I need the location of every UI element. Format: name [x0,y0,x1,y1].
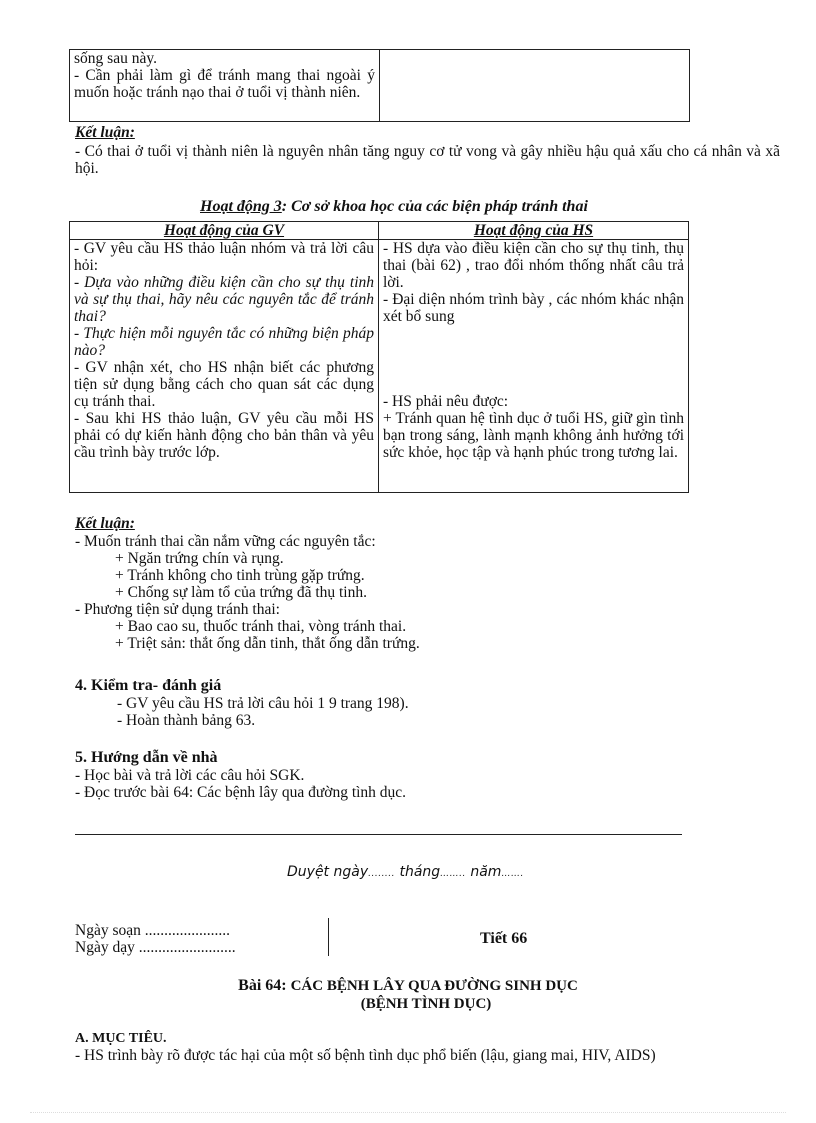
activity-heading [200,198,588,216]
date-soan: Ngày soạn ...................... [75,922,230,939]
gv-question: - Dựa vào những điều kiện cần cho sự thụ tinh và sự thụ thai, hãy nêu các nguyên tắc để tránh thai? [74,274,374,325]
section-line: - Học bài và trả lời các câu hỏi SGK. [75,767,305,784]
section-4 [75,677,775,729]
gv-line: - GV yêu cầu HS thảo luận nhóm và trả lời câu hỏi: [74,240,374,274]
section-title: 4. Kiểm tra- đánh giá [75,677,222,694]
vertical-divider [328,918,329,956]
activity-table [69,221,689,493]
section-line: - GV yêu cầu HS trả lời câu hỏi 1 9 trang 198). [117,695,409,712]
separator-line [75,834,682,835]
header-hs: Hoạt động của HS [379,222,689,240]
top-table-line: sống sau này. [74,50,157,67]
conclusion-line: - Muốn tránh thai cần nắm vững các nguyên tắc: [75,533,376,550]
top-table-line: - Cần phải làm gì để tránh mang thai ngoài ý muốn hoặc tránh nạo thai ở tuổi vị thành niên. [74,67,375,101]
hs-line: + Tránh quan hệ tình dục ở tuổi HS, giữ gìn tình bạn trong sáng, lành mạnh không ảnh hưởng tới sức khỏe, học tập và hạnh phúc trong tương lai. [383,410,684,461]
approval-word: năm [470,864,502,880]
section-title: 5. Hướng dẫn về nhà [75,749,218,766]
gv-line: - GV nhận xét, cho HS nhận biết các phương tiện sử dụng bằng cách cho quan sát các dụng cụ tránh thai. [74,359,374,410]
lesson-title [0,977,816,1013]
conclusion-line: + Tránh không cho tinh trùng gặp trứng. [115,567,365,584]
conclusion-line: - Phương tiện sử dụng tránh thai: [75,601,280,618]
approval-dots: ……. [501,869,524,879]
conclusion-line: + Triệt sản: thắt ống dẫn tinh, thắt ống dẫn trứng. [115,635,420,652]
conclusion-line: + Chống sự làm tổ của trứng đã thụ tinh. [115,584,367,601]
hs-line: - HS dựa vào điều kiện cần cho sự thụ tinh, thụ thai (bài 62) , trao đổi nhóm thống nhất câu trả lời. [383,240,684,291]
period-label: Tiết 66 [480,930,528,947]
approval-dots: …….. [440,869,466,879]
lesson-title-text: CÁC BỆNH LÂY QUA ĐƯỜNG SINH DỤC [290,978,578,994]
header-gv: Hoạt động của GV [70,222,379,240]
objective-line: - HS trình bày rõ được tác hại của một số bệnh tình dục phổ biến (lậu, giang mai, HIV, AIDS) [75,1047,656,1064]
approval-word: Duyệt ngày [287,864,369,880]
date-day: Ngày dạy ......................... [75,939,236,956]
hs-line: - HS phải nêu được: [383,393,509,410]
conclusion-block [75,515,775,652]
page-bottom-rule [30,1112,786,1113]
approval-dots: ........ [368,869,396,879]
lesson-prefix: Bài 64: [238,977,287,994]
section-line: - Đọc trước bài 64: Các bệnh lây qua đường tình dục. [75,784,407,801]
conclusion-label: Kết luận: [75,124,135,141]
top-table-left-cell [70,50,380,122]
date-block [75,922,236,956]
conclusion-text: - Có thai ở tuổi vị thành niên là nguyên nhân tăng nguy cơ tử vong và gây nhiều hậu quả xấu cho cá nhân và xã hội. [75,143,780,177]
gv-cell [70,240,379,493]
section-a-title: A. MỤC TIÊU. [75,1031,167,1046]
section-5 [75,749,775,801]
approval-line [287,864,524,880]
activity-title: : Cơ sở khoa học của các biện pháp tránh thai [281,198,588,215]
approval-word: tháng [399,864,441,880]
conclusion-label: Kết luận: [75,515,135,532]
gv-line: - Sau khi HS thảo luận, GV yêu cầu mỗi HS phải có dự kiến hành động cho bản thân và yêu cầu trình bày trước lớp. [74,410,374,461]
conclusion-line: + Bao cao su, thuốc tránh thai, vòng tránh thai. [115,618,407,635]
conclusion-line: + Ngăn trứng chín và rụng. [115,550,284,567]
top-table [69,49,690,122]
hs-line: - Đại diện nhóm trình bày , các nhóm khác nhận xét bổ sung [383,291,684,325]
lesson-subtitle: (BỆNH TÌNH DỤC) [360,996,492,1012]
top-table-right-cell [380,50,690,122]
activity-label: Hoạt động 3 [200,198,282,215]
hs-cell [379,240,689,493]
objectives-block [75,1030,795,1064]
gv-question: - Thực hiện mỗi nguyên tắc có những biện pháp nào? [74,325,374,359]
section-line: - Hoàn thành bảng 63. [117,712,256,729]
